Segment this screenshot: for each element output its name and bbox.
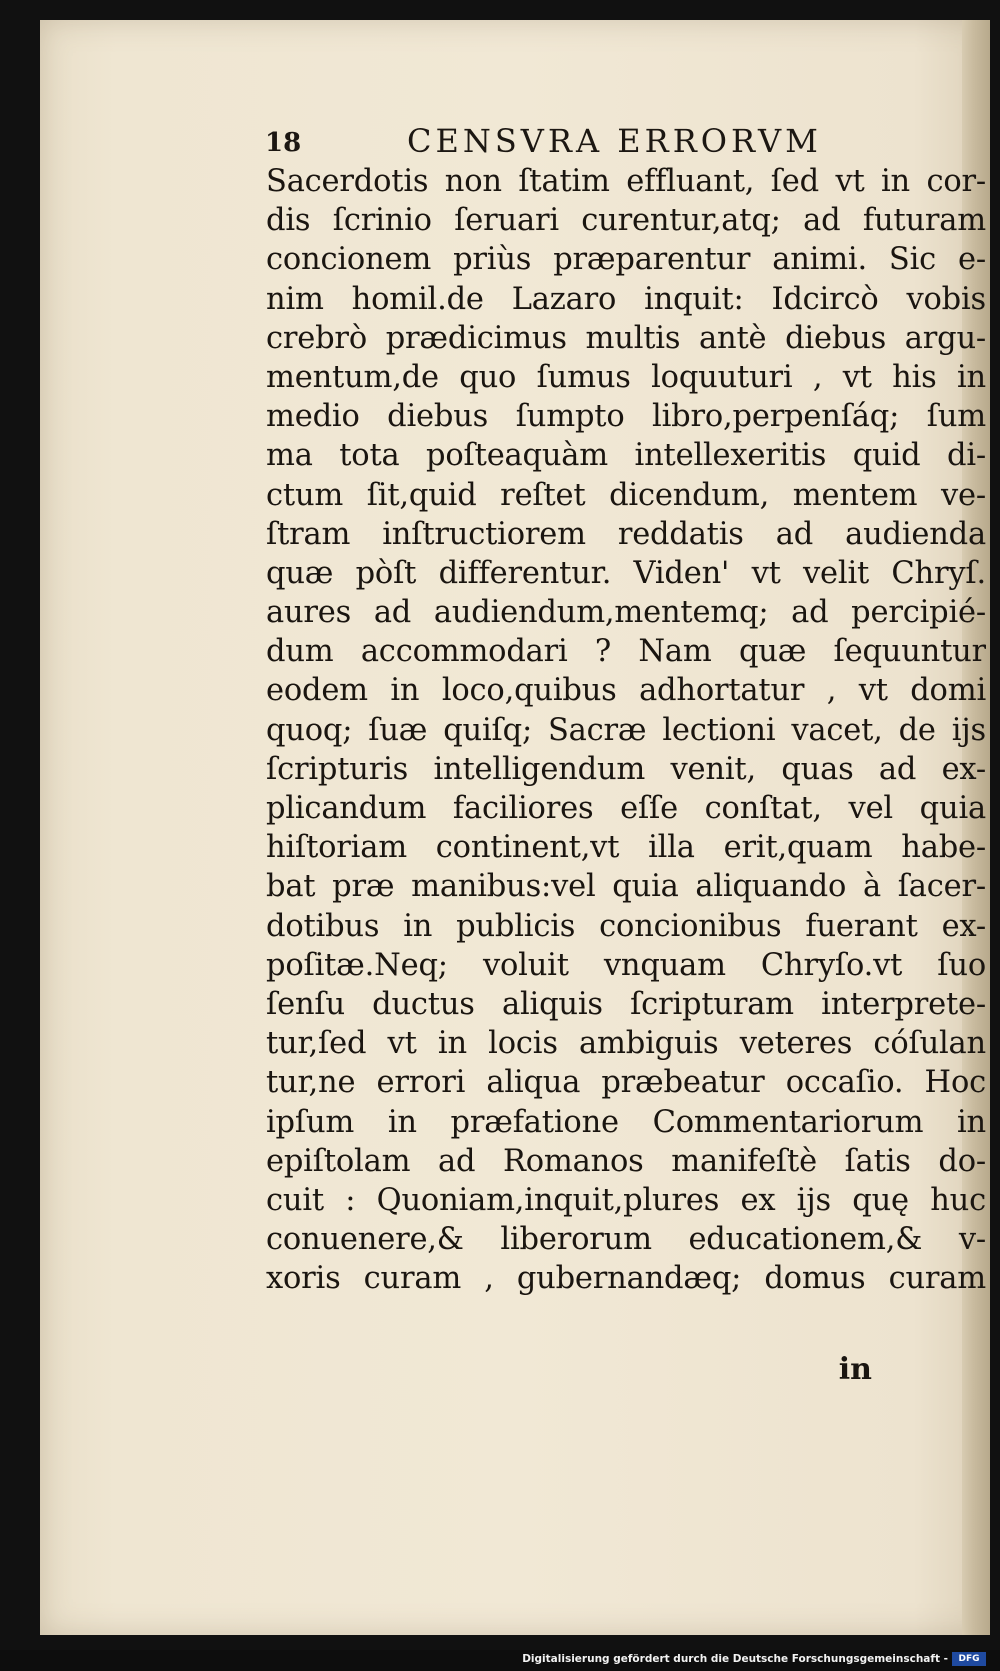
digitization-credit: Digitalisierung gefördert durch die Deutsche Forschungsgemeinschaft - — [522, 1653, 948, 1665]
page-number: 18 — [265, 128, 302, 158]
text-line: crebrò prædicimus multis antè diebus argu- — [266, 320, 986, 356]
text-line: poſitæ.Neq; voluit vnquam Chryſo.vt ſuo — [266, 947, 986, 983]
text-line: aures ad audiendum,mentemq; ad percipié- — [266, 595, 986, 631]
text-line: Sacerdotis non ſtatim effluant, ſed vt in cor- — [266, 164, 986, 199]
text-line: dum accommodari ? Nam quæ ſequuntur — [266, 634, 986, 670]
text-line: epiſtolam ad Romanos manifeſtè ſatis do- — [266, 1143, 986, 1179]
text-line: ſtram inſtructiorem reddatis ad audienda — [266, 516, 986, 552]
text-line: bat præ manibus:vel quia aliquando à ſacer- — [266, 869, 986, 905]
catchword: in — [838, 1352, 872, 1387]
text-line: medio diebus ſumpto libro,perpenſáq; ſum — [266, 399, 986, 435]
text-line: ipſum in præfatione Commentariorum in — [266, 1104, 986, 1140]
text-line: ſcripturis intelligendum venit, quas ad ex- — [266, 751, 986, 787]
text-line: nim homil.de Lazaro inquit: Idcircò vobis — [266, 281, 986, 317]
text-line: quoq; ſuæ quiſq; Sacræ lectioni vacet, de ijs — [266, 712, 986, 748]
text-line: ſenſu ductus aliquis ſcripturam interprete- — [266, 986, 986, 1022]
text-line: ma tota poſteaquàm intellexeritis quid di- — [266, 438, 986, 474]
dfg-logo: DFG — [952, 1652, 986, 1666]
text-block — [266, 162, 986, 1402]
text-line: concionem priùs præparentur animi. Sic e- — [266, 242, 986, 278]
text-line: mentum,de quo ſumus loquuturi , vt his in — [266, 359, 986, 395]
text-line: dis ſcrinio ſeruari curentur,atq; ad futuram — [266, 203, 986, 239]
text-line: xoris curam , gubernandæq; domus curam — [266, 1261, 986, 1297]
text-line: hiſtoriam continent,vt illa erit,quam habe- — [266, 830, 986, 866]
text-line: ctum ſit,quid reſtet dicendum, mentem ve- — [266, 477, 986, 513]
running-head — [265, 108, 985, 158]
text-line: conuenere,& liberorum educationem,& v- — [266, 1222, 986, 1258]
text-line: cuit : Quoniam,inquit,plures ex ijs quę huc — [266, 1182, 986, 1218]
text-line: tur,ſed vt in locis ambiguis veteres cóſulan — [266, 1026, 986, 1062]
text-line: quæ pòſt differentur. Viden' vt velit Chryſ. — [266, 555, 986, 591]
text-line: eodem in loco,quibus adhortatur , vt domi — [266, 673, 986, 709]
text-line: dotibus in publicis concionibus fuerant ex- — [266, 908, 986, 944]
text-line: plicandum faciliores eſſe conſtat, vel quia — [266, 791, 986, 826]
book-page — [40, 20, 990, 1635]
running-title: CENSVRA ERRORVM — [407, 122, 822, 160]
text-line: tur,ne errori aliqua præbeatur occaſio. Hoc — [266, 1065, 986, 1101]
